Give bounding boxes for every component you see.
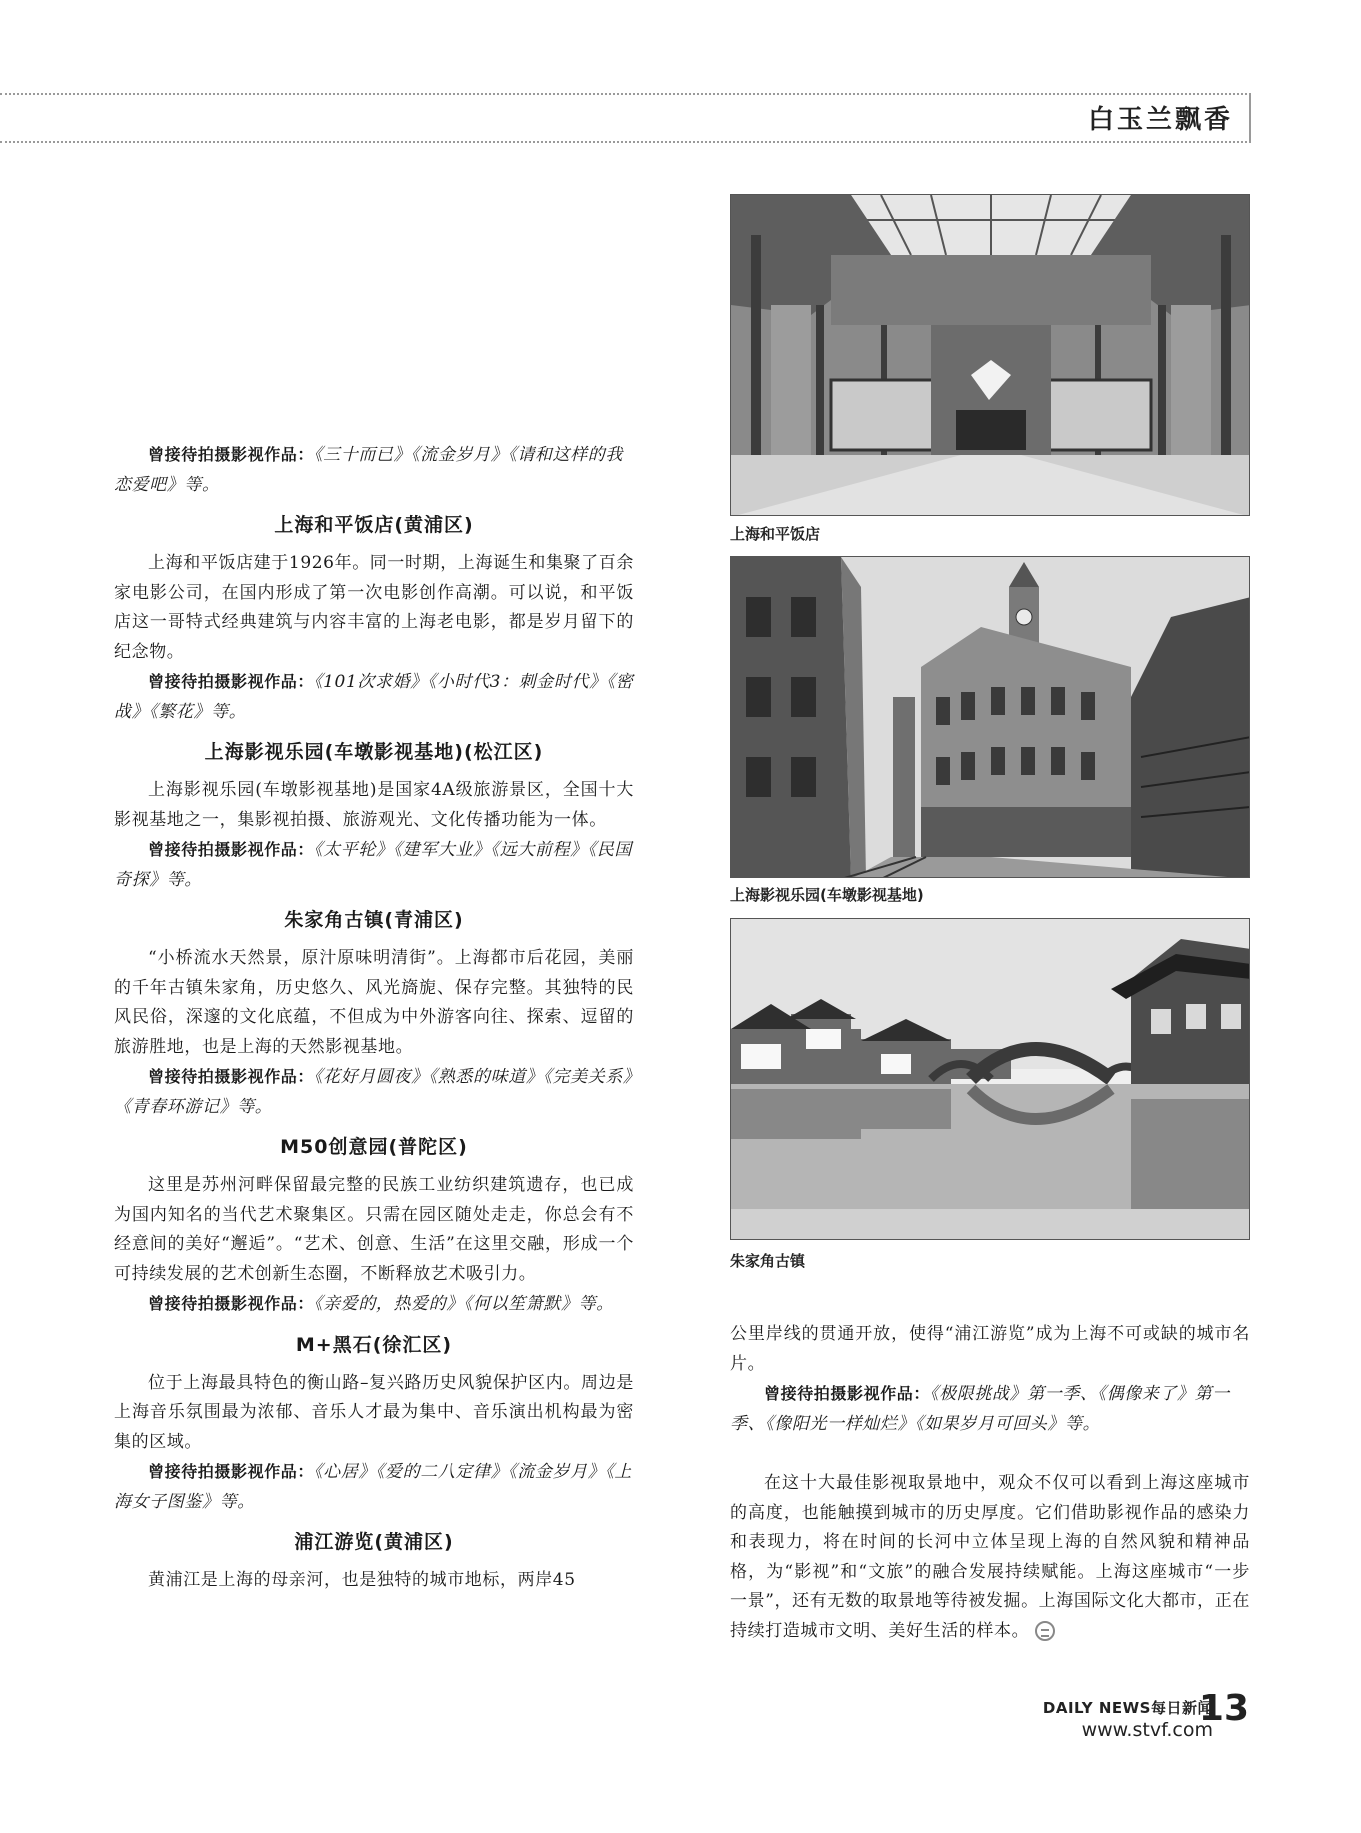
works-titles: 《101次求婚》《小时代3：刺金时代》《密战》《繁花》等。 <box>114 672 634 722</box>
section-heading: 上海和平饭店(黄浦区) <box>274 514 474 536</box>
photo-caption: 朱家角古镇 <box>730 1252 806 1270</box>
works-lead: 曾接待拍摄影视作品： <box>148 1462 315 1481</box>
section-heading: 浦江游览(黄浦区) <box>294 1531 454 1553</box>
page-number: 13 <box>1198 1688 1249 1729</box>
continuation-text: 公里岸线的贯通开放，使得“浦江游览”成为上海不可或缺的城市名片。 <box>730 1324 1250 1374</box>
works-titles: 《心居》《爱的二八定律》《流金岁月》《上海女子图鉴》等。 <box>114 1462 633 1512</box>
section-title: 白玉兰飘香 <box>1087 105 1233 135</box>
section-heading: 上海影视乐园(车墩影视基地)(松江区) <box>204 741 544 763</box>
section-works <box>114 1457 634 1517</box>
paragraph-gap <box>730 1439 1250 1469</box>
works-titles: 《太平轮》《建军大业》《远大前程》《民国奇探》等。 <box>114 840 633 890</box>
magazine-brand: DAILY NEWS每日新闻 <box>1042 1699 1213 1717</box>
works-lead: 曾接待拍摄影视作品： <box>148 672 315 691</box>
section-body: “小桥流水天然景，原汁原味明清街”。上海都市后花园，美丽的千年古镇朱家角，历史悠久、风光旖旎、保存完整。其独特的民风民俗，深邃的文化底蕴，不但成为中外游客向往、探索、逗留的旅游胜地，也是上海的天然影视基地。 <box>114 948 634 1057</box>
works-titles: 《三十而已》《流金岁月》《请和这样的我恋爱吧》等。 <box>114 445 623 495</box>
section-heading: 朱家角古镇(青浦区) <box>284 909 464 931</box>
works-lead: 曾接待拍摄影视作品： <box>148 1294 315 1313</box>
photo-caption: 上海和平饭店 <box>730 525 821 543</box>
works-titles: 《极限挑战》第一季、《偶像来了》第一季、《像阳光一样灿烂》《如果岁月可回头》等。 <box>730 1384 1230 1434</box>
website-url: www.stvf.com <box>1081 1719 1213 1741</box>
section-heading: M+黑石(徐汇区) <box>295 1333 453 1356</box>
end-mark-icon <box>1035 1621 1055 1641</box>
section-works <box>114 1289 634 1320</box>
peace-hotel-image <box>731 195 1250 516</box>
right-works <box>730 1379 1250 1439</box>
left-column <box>114 440 634 1596</box>
conclusion-body: 在这十大最佳影视取景地中，观众不仅可以看到上海这座城市的高度，也能触摸到城市的历史厚度。它们借助影视作品的感染力和表现力，将在时间的长河中立体呈现上海的自然风貌和精神品格，为“影视”和“文旅”的融合发展持续赋能。上海这座城市“一步一景”，还有无数的取景地等待被发掘。上海国际文化大都市，正在持续打造城市文明、美好生活的样本。 <box>730 1473 1250 1641</box>
section-body: 这里是苏州河畔保留最完整的民族工业纺织建筑遗存，也已成为国内知名的当代艺术聚集区。只需在园区随处走走，你总会有不经意间的美好“邂逅”。“艺术、创意、生活”在这里交融，形成一个可持续发展的艺术创新生态圈，不断释放艺术吸引力。 <box>114 1175 634 1284</box>
works-titles: 《亲爱的，热爱的》《何以笙箫默》等。 <box>314 1294 614 1314</box>
section-body: 黄浦江是上海的母亲河，也是独特的城市地标，两岸45 <box>148 1570 576 1590</box>
conclusion-text <box>730 1469 1250 1646</box>
works-lead: 曾接待拍摄影视作品： <box>148 445 315 464</box>
works-lead: 曾接待拍摄影视作品： <box>148 840 315 859</box>
photo-film-park <box>730 556 1250 878</box>
section-body: 位于上海最具特色的衡山路–复兴路历史风貌保护区内。周边是上海音乐氛围最为浓郁、音乐人才最为集中、音乐演出机构最为密集的区域。 <box>114 1372 634 1452</box>
works-lead: 曾接待拍摄影视作品： <box>148 1067 315 1086</box>
section-works <box>114 667 634 727</box>
photo-zhujiajiao <box>730 918 1250 1240</box>
works-lead: 曾接待拍摄影视作品： <box>764 1384 931 1403</box>
intro-works <box>114 440 634 500</box>
photo-peace-hotel <box>730 194 1250 516</box>
section-heading: M50创意园(普陀区) <box>280 1136 468 1158</box>
works-titles: 《花好月圆夜》《熟悉的味道》《完美关系》《青春环游记》等。 <box>114 1067 633 1117</box>
section-body: 上海和平饭店建于1926年。同一时期，上海诞生和集聚了百余家电影公司，在国内形成了第一次电影创作高潮。可以说，和平饭店这一哥特式经典建筑与内容丰富的上海老电影，都是岁月留下的纪念物。 <box>114 553 634 662</box>
section-works <box>114 835 634 895</box>
header-band <box>0 93 1251 143</box>
photo-caption: 上海影视乐园(车墩影视基地) <box>730 886 924 904</box>
section-body: 上海影视乐园(车墩影视基地)是国家4A级旅游景区，全国十大影视基地之一，集影视拍摄、旅游观光、文化传播功能为一体。 <box>114 780 634 830</box>
footer-brand <box>1043 1697 1213 1741</box>
right-column <box>730 1320 1250 1646</box>
section-works <box>114 1062 634 1122</box>
zhujiajiao-image <box>731 919 1250 1240</box>
film-park-image <box>731 557 1250 878</box>
